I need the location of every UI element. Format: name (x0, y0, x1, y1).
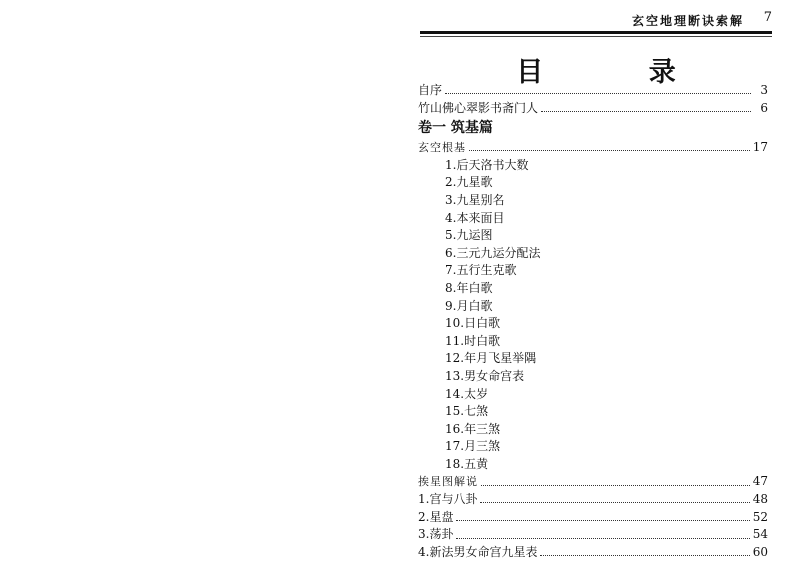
toc-group-label: 挨星图解说 (418, 475, 478, 489)
toc-subitem[interactable] (418, 262, 768, 280)
toc-entry-page: 52 (752, 509, 768, 524)
toc-subitem[interactable] (418, 386, 768, 404)
toc-subitem[interactable] (418, 227, 768, 245)
toc-subitem[interactable] (418, 210, 768, 228)
toc-entry-label: 1.宫与八卦 (418, 492, 478, 507)
toc-subitem-label: 2.九星歌 (445, 175, 493, 190)
toc-subitem-label: 16.年三煞 (445, 421, 501, 436)
toc-entry[interactable] (418, 491, 768, 509)
table-of-contents (418, 82, 768, 561)
toc-entry-page: 3 (760, 83, 768, 97)
toc-entry-page: 54 (752, 527, 768, 542)
toc-entry-label: 自序 (418, 83, 443, 97)
toc-group-label: 玄空根基 (418, 141, 466, 155)
toc-subitem-label: 5.九运图 (445, 228, 493, 243)
header-rule-thick (420, 31, 772, 34)
toc-subitem[interactable] (418, 438, 768, 456)
toc-subitem[interactable] (418, 192, 768, 210)
toc-subitem[interactable] (418, 315, 768, 333)
toc-subitem-label: 17.月三煞 (445, 439, 501, 454)
toc-entry[interactable] (418, 82, 768, 100)
toc-subitem[interactable] (418, 298, 768, 316)
toc-subitem[interactable] (418, 333, 768, 351)
dot-leader (541, 111, 751, 112)
toc-subitem[interactable] (418, 350, 768, 368)
running-header (420, 10, 772, 32)
toc-subitem[interactable] (418, 456, 768, 474)
toc-subitem-label: 10.日白歌 (445, 316, 501, 331)
running-header-page-number: 7 (763, 10, 772, 25)
toc-entry-label: 3.荡卦 (418, 527, 454, 542)
toc-subitem-label: 6.三元九运分配法 (445, 245, 541, 260)
toc-entry[interactable] (418, 509, 768, 527)
dot-leader (481, 485, 750, 486)
toc-section-label: 卷一 筑基篇 (418, 120, 493, 137)
toc-entry[interactable] (418, 100, 768, 118)
toc-entry-label: 竹山佛心翠影书斋门人 (418, 100, 539, 115)
dot-leader (480, 502, 749, 503)
toc-subitem-label: 14.太岁 (445, 386, 489, 401)
toc-entry-page: 6 (760, 100, 768, 115)
header-rule-thin (420, 36, 772, 37)
toc-entry[interactable] (418, 526, 768, 544)
dot-leader (540, 555, 749, 556)
toc-entry-label: 2.星盘 (418, 509, 454, 524)
toc-subitem-label: 8.年白歌 (445, 280, 493, 295)
toc-subitem[interactable] (418, 280, 768, 298)
toc-entry-page: 48 (752, 492, 768, 507)
toc-subitem-label: 11.时白歌 (445, 333, 501, 348)
toc-section-heading[interactable] (418, 117, 768, 139)
toc-entry[interactable] (418, 544, 768, 562)
dot-leader (456, 538, 749, 539)
toc-subitem-label: 15.七煞 (445, 404, 489, 419)
dot-leader (445, 93, 751, 94)
toc-subitem-label: 9.月白歌 (445, 298, 493, 313)
toc-group-page: 17 (752, 140, 768, 155)
toc-subitem-label: 7.五行生克歌 (445, 263, 517, 278)
toc-subitem-label: 12.年月飞星举隅 (445, 351, 537, 366)
toc-title: 目 录 (516, 57, 724, 88)
toc-subitem[interactable] (418, 245, 768, 263)
toc-group-entry[interactable] (418, 473, 768, 491)
toc-subitem[interactable] (418, 421, 768, 439)
toc-subitem[interactable] (418, 174, 768, 192)
toc-subitem[interactable] (418, 403, 768, 421)
toc-entry-page: 60 (752, 544, 768, 559)
dot-leader (469, 150, 750, 151)
running-header-title: 玄空地理断诀索解 (631, 14, 744, 28)
toc-subitem-label: 4.本来面目 (445, 210, 505, 225)
toc-subitem-label: 1.后天洛书大数 (445, 157, 529, 172)
toc-entry-label: 4.新法男女命宫九星表 (418, 544, 538, 559)
toc-subitem[interactable] (418, 368, 768, 386)
toc-group-page: 47 (752, 474, 768, 489)
toc-subitem-label: 13.男女命宫表 (445, 368, 525, 383)
toc-subitem-label: 3.九星别名 (445, 192, 505, 207)
dot-leader (456, 520, 749, 521)
toc-subitem[interactable] (418, 157, 768, 175)
toc-subitem-label: 18.五黄 (445, 456, 489, 471)
toc-group-entry[interactable] (418, 139, 768, 157)
